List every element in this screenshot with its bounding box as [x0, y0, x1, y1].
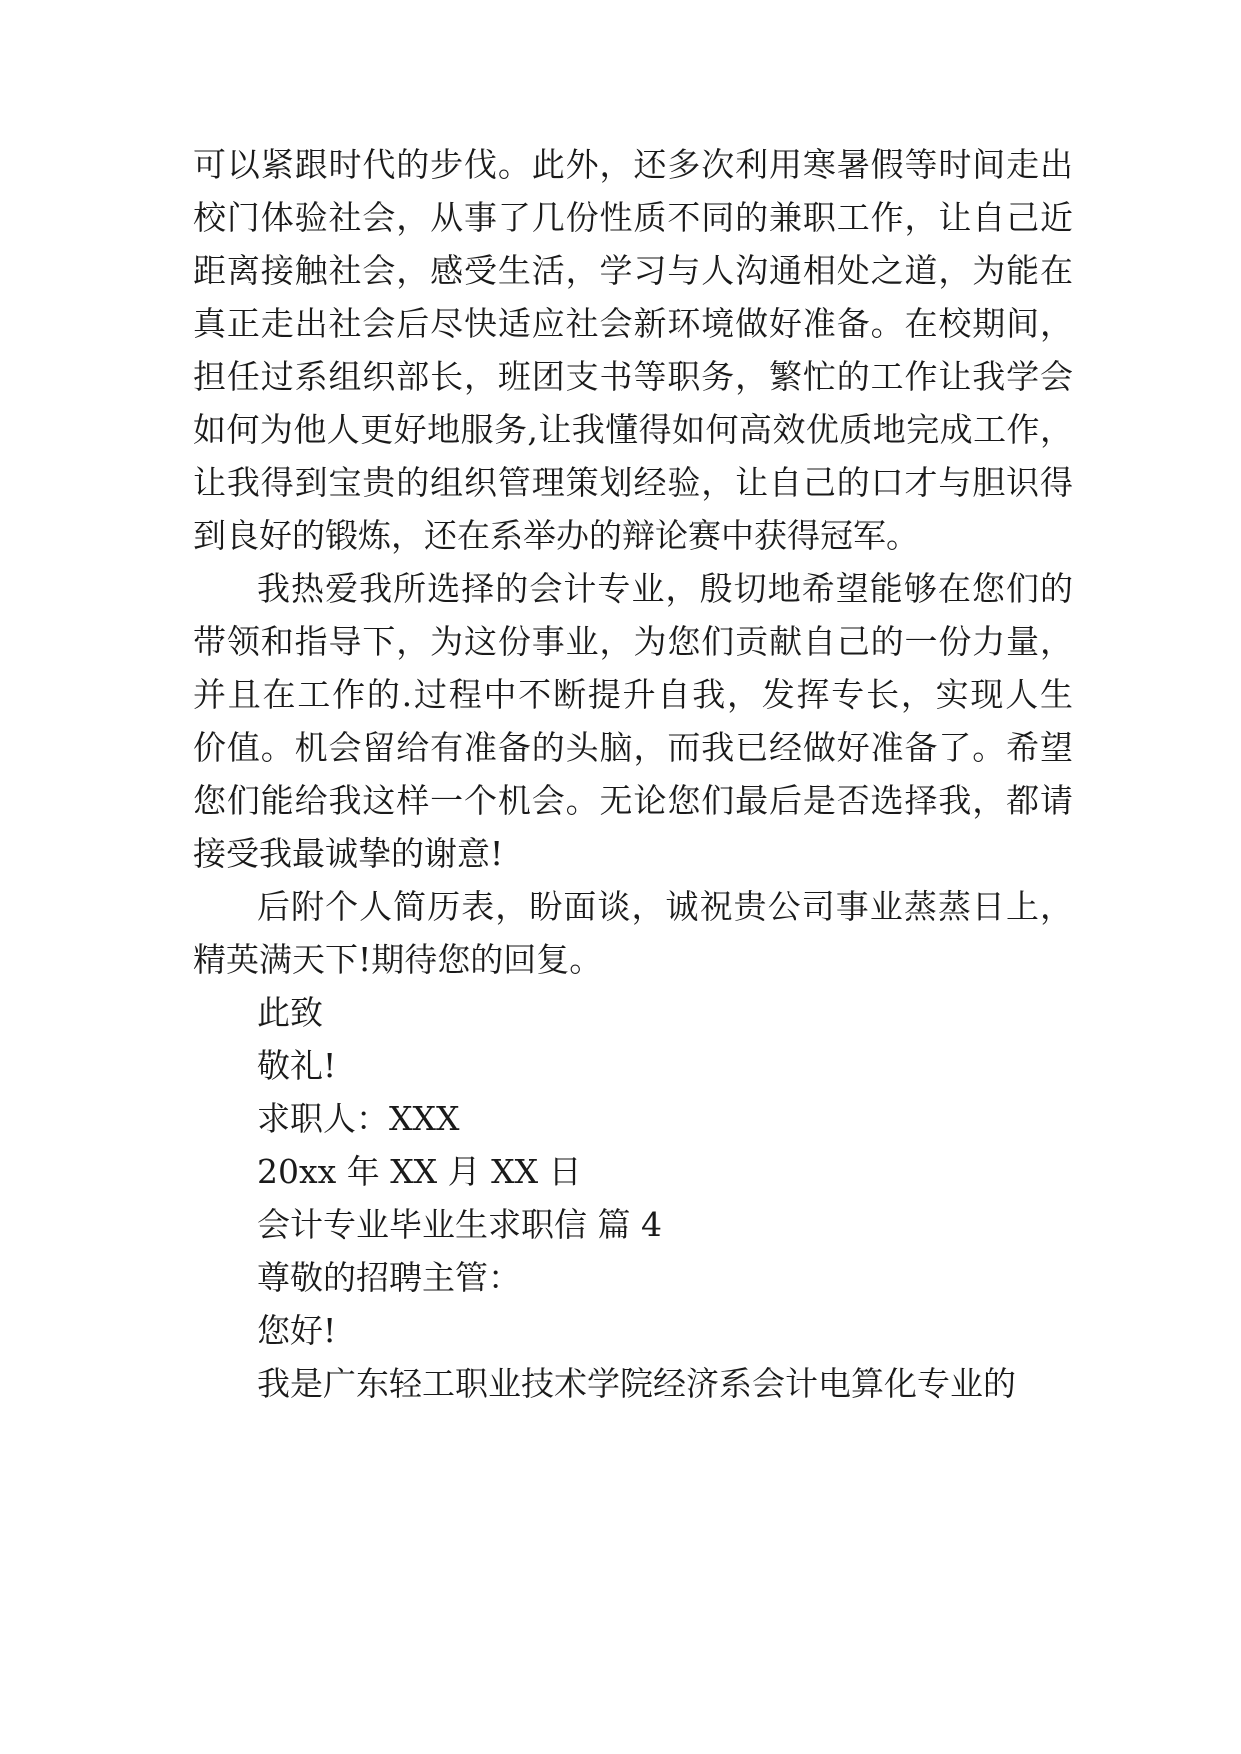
paragraph-line: 可以紧跟时代的步伐。此外，还多次利用寒暑假等时间走出: [193, 145, 1073, 184]
paragraph-line: 担任过系组织部长，班团支书等职务，繁忙的工作让我学会: [193, 357, 1073, 396]
paragraph-line: 带领和指导下，为这份事业，为您们贡献自己的一份力量，: [193, 622, 1073, 661]
paragraph-line: 如何为他人更好地服务,让我懂得如何高效优质地完成工作，: [193, 410, 1073, 449]
greeting-line: 尊敬的招聘主管：: [257, 1258, 521, 1297]
paragraph-line: 接受我最诚挚的谢意!: [193, 834, 504, 873]
paragraph-line: 您们能给我这样一个机会。无论您们最后是否选择我，都请: [193, 781, 1073, 820]
date-line: 20xx 年 XX 月 XX 日: [257, 1152, 582, 1191]
paragraph-line: 我是广东轻工职业技术学院经济系会计电算化专业的: [257, 1364, 1016, 1403]
paragraph-line: 价值。机会留给有准备的头脑，而我已经做好准备了。希望: [193, 728, 1073, 767]
paragraph-line: 精英满天下!期待您的回复。: [193, 940, 603, 979]
paragraph-line: 距离接触社会，感受生活，学习与人沟通相处之道，为能在: [193, 251, 1073, 290]
paragraph-line: 后附个人简历表，盼面谈，诚祝贵公司事业蒸蒸日上，: [257, 887, 1073, 926]
paragraph-line: 让我得到宝贵的组织管理策划经验，让自己的口才与胆识得: [193, 463, 1073, 502]
signature-line: 求职人：XXX: [257, 1099, 460, 1138]
paragraph-line: 到良好的锻炼，还在系举办的辩论赛中获得冠军。: [193, 516, 919, 555]
greeting-line: 您好!: [257, 1311, 337, 1350]
salutation-line: 敬礼!: [257, 1046, 337, 1085]
paragraph-line: 校门体验社会，从事了几份性质不同的兼职工作，让自己近: [193, 198, 1073, 237]
paragraph-line: 真正走出社会后尽快适应社会新环境做好准备。在校期间，: [193, 304, 1073, 343]
salutation-line: 此致: [257, 993, 323, 1032]
paragraph-line: 并且在工作的.过程中不断提升自我，发挥专长，实现人生: [193, 675, 1073, 714]
section-title: 会计专业毕业生求职信 篇 4: [257, 1205, 662, 1244]
paragraph-line: 我热爱我所选择的会计专业，殷切地希望能够在您们的: [257, 569, 1073, 608]
